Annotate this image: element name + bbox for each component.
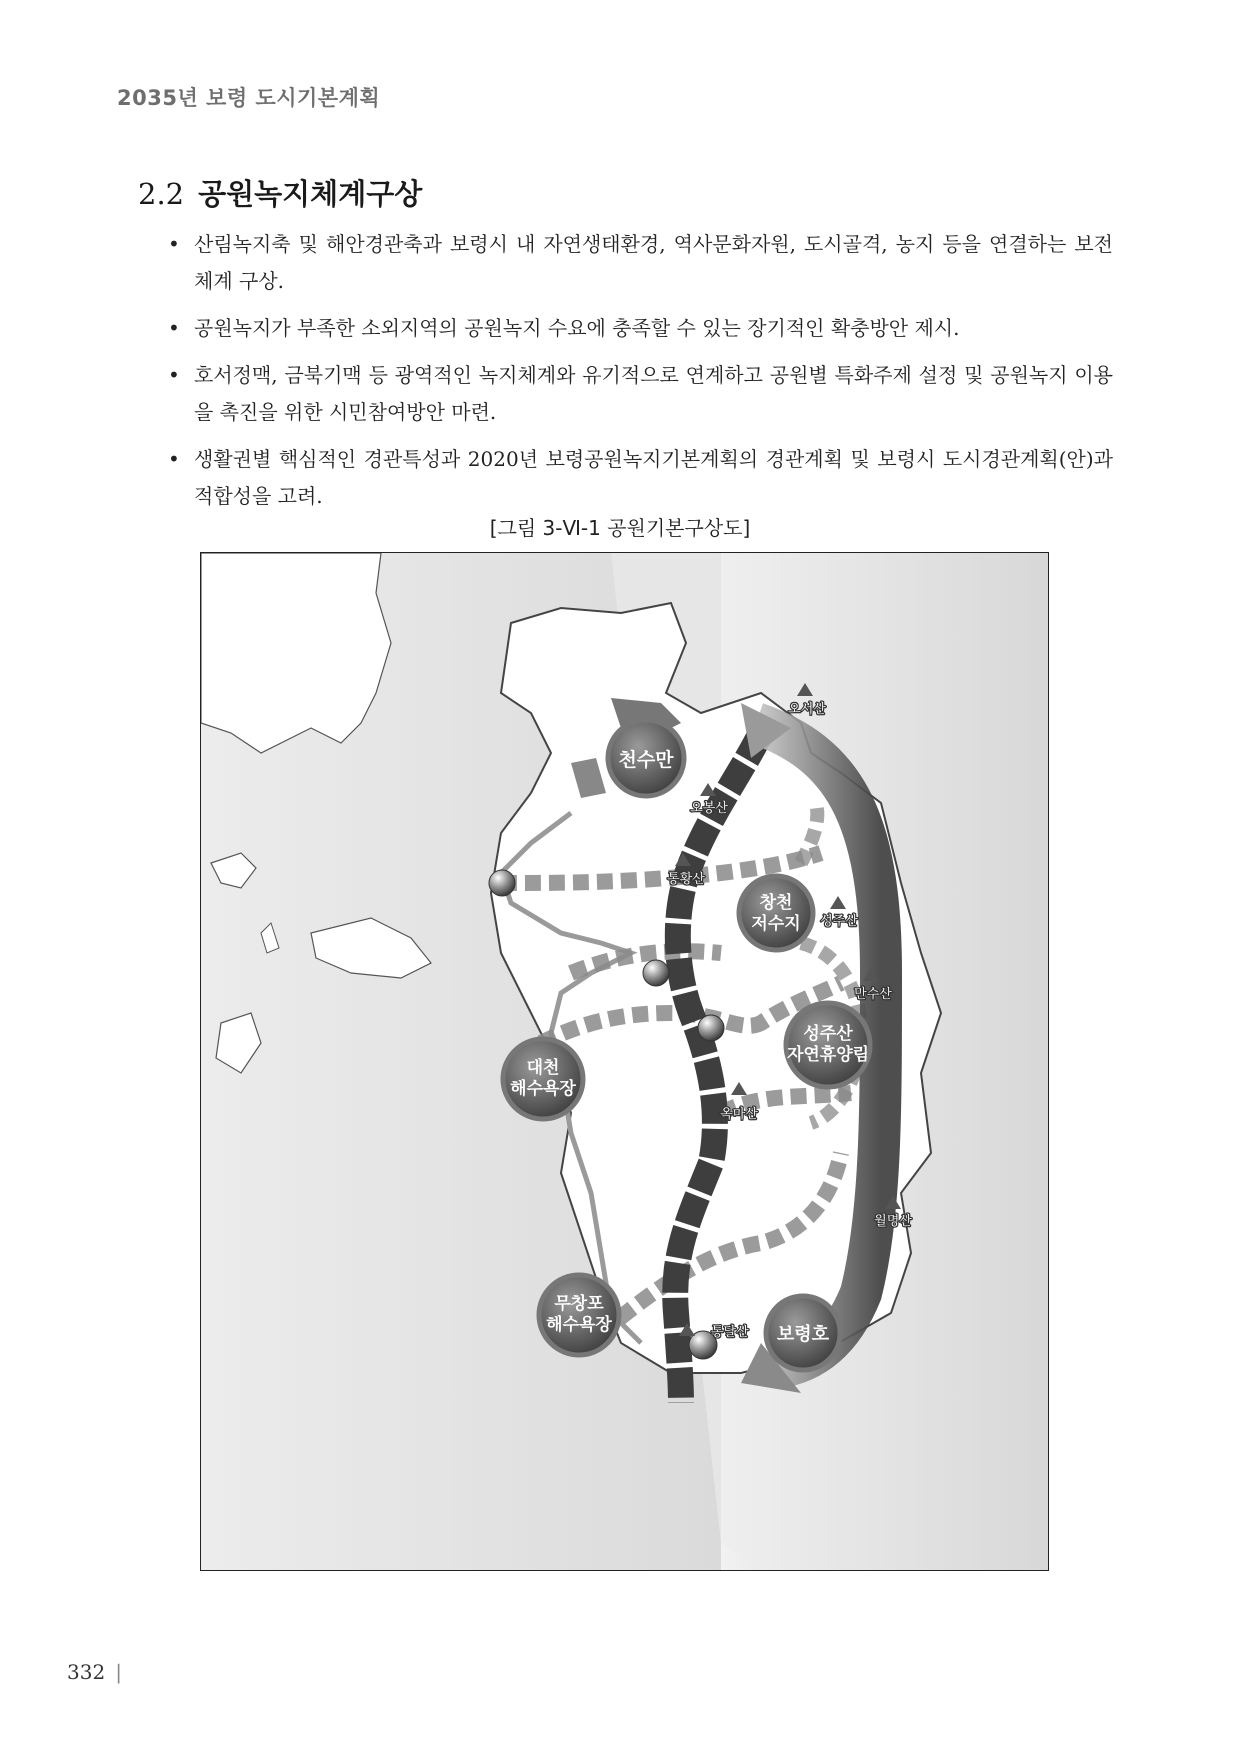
map-svg (201, 553, 1048, 1570)
bullet-list (168, 226, 1113, 525)
node-label: 성주산 (803, 1024, 853, 1044)
node-label: 창천 (759, 893, 793, 913)
park-concept-map (200, 552, 1049, 1571)
figure-caption: [그림 3-Ⅵ-1 공원기본구상도] (489, 516, 751, 540)
page-number-divider: | (115, 1660, 122, 1684)
node-label: 대천 (526, 1058, 560, 1078)
node-cheonsuman (608, 720, 684, 796)
node-label: 천수만 (618, 749, 674, 771)
node-ball (698, 1015, 724, 1041)
page-number-value: 332 (67, 1660, 106, 1684)
node-muchangpo (539, 1275, 619, 1355)
page-number (67, 1660, 122, 1684)
section-title (138, 172, 422, 213)
node-boryeongho (766, 1296, 840, 1370)
node-label: 해수욕장 (510, 1079, 576, 1099)
section-heading: 공원녹지체계구상 (198, 177, 423, 211)
node-label: 보령호 (776, 1324, 830, 1345)
bullet-item: • 산림녹지축 및 해안경관축과 보령시 내 자연생태환경, 역사문화자원, 도시골격, 농지 등을 연결하는 보전체계 구상. (168, 226, 1113, 300)
node-seongjusan-forest (786, 1003, 870, 1087)
running-header: 2035년 보령 도시기본계획 (117, 86, 381, 110)
mountain-label: 오봉산 (690, 801, 728, 816)
mountain-label: 월명산 (874, 1214, 912, 1229)
node-label: 해수욕장 (546, 1315, 612, 1335)
mountain-label: 통황산 (667, 872, 705, 887)
node-label: 무창포 (554, 1294, 604, 1314)
mountain-label: 만수산 (854, 987, 892, 1002)
node-ball (643, 960, 669, 986)
bullet-item: • 생활권별 핵심적인 경관특성과 2020년 보령공원녹지기본계획의 경관계획 및 보령시 도시경관계획(안)과 적합성을 고려. (168, 441, 1113, 515)
mountain-label: 오서산 (788, 702, 826, 717)
node-label: 저수지 (751, 914, 801, 934)
section-number: 2.2 (138, 177, 185, 211)
node-changcheon (739, 876, 813, 950)
bullet-item: • 호서정맥, 금북기맥 등 광역적인 녹지체계와 유기적으로 연계하고 공원별 특화주제 설정 및 공원녹지 이용을 촉진을 위한 시민참여방안 마련. (168, 357, 1113, 431)
mountain-label: 통달산 (711, 1325, 749, 1340)
mountain-label: 성주산 (820, 914, 858, 929)
bullet-item: • 공원녹지가 부족한 소외지역의 공원녹지 수요에 충족할 수 있는 장기적인 확충방안 제시. (168, 310, 1113, 347)
mountain-label: 옥마산 (720, 1107, 758, 1122)
node-ball (489, 870, 515, 896)
node-daecheon (503, 1039, 583, 1119)
node-label: 자연휴양림 (786, 1045, 870, 1065)
